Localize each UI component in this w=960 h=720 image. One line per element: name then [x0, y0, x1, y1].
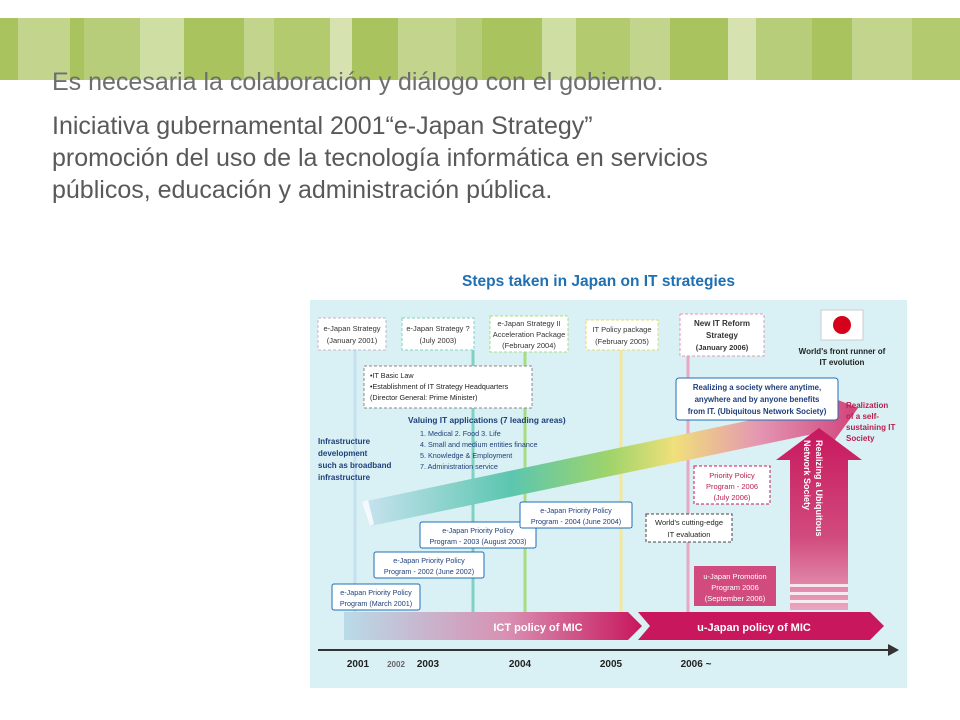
it-basic-law-box [364, 366, 532, 408]
front-runner-label-2: IT evolution [819, 358, 865, 367]
infrastructure-label: such as broadband [318, 461, 392, 470]
svg-text:e-Japan Strategy II: e-Japan Strategy II [497, 319, 561, 328]
svg-text:(Director General: Prime Minis: (Director General: Prime Minister) [370, 393, 478, 402]
self-sustaining-label: sustaining IT [846, 423, 896, 432]
svg-text:Program (March 2001): Program (March 2001) [339, 599, 413, 608]
priority-program-box-2003 [420, 522, 536, 548]
timeline-year-label: 2006 ~ [680, 659, 712, 670]
svg-text:Program - 2006: Program - 2006 [705, 482, 759, 491]
bullet-collaboration: Es necesaria la colaboración y diálogo con el gobierno. [52, 68, 664, 96]
valuing-it-title: Valuing IT applications (7 leading areas) [408, 415, 566, 425]
svg-text:(September 2006): (September 2006) [704, 594, 766, 603]
svg-text:Program - 2004 (June 2004): Program - 2004 (June 2004) [530, 517, 622, 526]
strategy-box-2001 [318, 318, 386, 350]
svg-text:e-Japan Priority Policy: e-Japan Priority Policy [393, 556, 465, 565]
svg-text:IT evaluation: IT evaluation [667, 530, 711, 539]
infrastructure-label: development [318, 449, 368, 458]
svg-text:Realizing a Ubiquitous: Realizing a Ubiquitous [814, 440, 824, 537]
svg-text:(January 2001): (January 2001) [326, 336, 378, 345]
svg-text:e-Japan Priority Policy: e-Japan Priority Policy [540, 506, 612, 515]
ujapan-promotion-box [694, 566, 776, 606]
japan-flag-icon [821, 310, 863, 340]
timeline-arrowhead [888, 644, 899, 656]
infrastructure-label: infrastructure [318, 473, 371, 482]
svg-text:e-Japan Priority Policy: e-Japan Priority Policy [340, 588, 412, 597]
strategy-box-2006 [680, 314, 764, 356]
self-sustaining-label: Realization [846, 401, 889, 410]
svg-text:IT Policy package: IT Policy package [592, 325, 652, 334]
svg-text:(February 2005): (February 2005) [595, 337, 649, 346]
svg-text:e-Japan Strategy ?: e-Japan Strategy ? [406, 324, 470, 333]
svg-text:Priority Policy: Priority Policy [709, 471, 755, 480]
strategy-box-2004 [490, 316, 568, 352]
priority-program-box-2004 [520, 502, 632, 528]
svg-text:Program - 2002 (June 2002): Program - 2002 (June 2002) [383, 567, 475, 576]
svg-text:(January 2006): (January 2006) [695, 343, 749, 352]
svg-text:(July 2006): (July 2006) [713, 493, 751, 502]
svg-text:u-Japan Promotion: u-Japan Promotion [703, 572, 767, 581]
priority-program-box-2001 [332, 584, 420, 610]
realizing-society-box [676, 378, 838, 420]
svg-text:anywhere and by anyone benefit: anywhere and by anyone benefits [694, 395, 820, 404]
svg-text:(February 2004): (February 2004) [502, 341, 556, 350]
svg-text:Program 2006: Program 2006 [711, 583, 759, 592]
valuing-item: 1. Medical 2. Food 3. Life [420, 429, 501, 438]
svg-text:Strategy: Strategy [705, 331, 739, 340]
figure-title: Steps taken in Japan on IT strategies [462, 273, 736, 290]
svg-text:Acceleration Package: Acceleration Package [492, 330, 566, 339]
svg-text:World's cutting-edge: World's cutting-edge [655, 518, 723, 527]
timeline-year-label: 2004 [508, 659, 532, 670]
timeline-year-label: 2003 [416, 659, 440, 670]
ict-policy-label: ICT policy of MIC [493, 622, 583, 634]
priority-program-box-2002 [374, 552, 484, 578]
self-sustaining-label: Society [846, 434, 875, 443]
strategy-box-2003 [402, 318, 474, 350]
timeline-ticks [347, 659, 712, 670]
ujapan-policy-label: u-Japan policy of MIC [697, 622, 811, 634]
svg-text:•Establishment of IT Strategy: •Establishment of IT Strategy Headquarters [370, 382, 509, 391]
slide-body [52, 66, 712, 218]
svg-text:Program - 2003 (August 2003): Program - 2003 (August 2003) [429, 537, 527, 546]
valuing-item: 4. Small and medium entities finance [420, 440, 538, 449]
japan-it-strategy-diagram [310, 300, 907, 688]
valuing-item: 5. Knowledge & Employment [420, 451, 513, 460]
svg-text:Realizing a society where anyt: Realizing a society where anytime, [692, 383, 822, 392]
strategy-box-2005 [586, 320, 658, 350]
self-sustaining-label: of a self- [846, 412, 879, 421]
timeline-year-label: 2002 [387, 660, 405, 669]
svg-text:Network Society: Network Society [802, 440, 812, 511]
priority-2006-box [694, 466, 770, 504]
valuing-item: 7. Administration service [420, 462, 498, 471]
infrastructure-label: Infrastructure [318, 437, 371, 446]
bullet-e-japan-initiative: Iniciativa gubernamental 2001“e-Japan Strategy” promoción del uso de la tecnología informática en servicios públicos, educación y administración pública. [52, 112, 708, 204]
cutting-edge-box [646, 514, 732, 542]
arrow-base-stripes [790, 584, 848, 603]
svg-text:(July 2003): (July 2003) [419, 336, 457, 345]
timeline-year-label: 2005 [599, 659, 623, 670]
svg-text:New IT Reform: New IT Reform [693, 319, 751, 328]
svg-text:from IT. (Ubiquitous Network S: from IT. (Ubiquitous Network Society) [687, 407, 827, 416]
svg-text:e-Japan Priority Policy: e-Japan Priority Policy [442, 526, 514, 535]
timeline-year-label: 2001 [346, 659, 370, 670]
front-runner-label: World's front runner of [798, 347, 886, 356]
svg-text:e-Japan Strategy: e-Japan Strategy [323, 324, 381, 333]
svg-text:•IT Basic Law: •IT Basic Law [370, 371, 414, 380]
